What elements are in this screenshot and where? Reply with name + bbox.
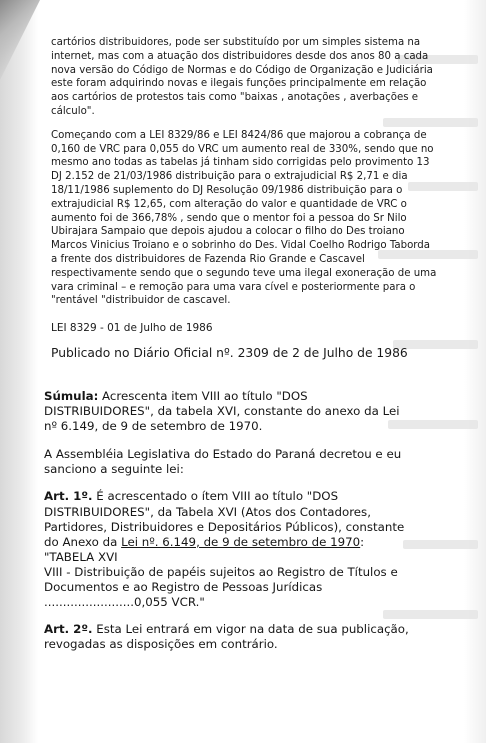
- law-date-line: LEI 8329 - 01 de Julho de 1986: [51, 322, 213, 335]
- article-1-text: É acrescentado o ítem VIII ao título "DOS DISTRIBUIDORES", da Tabela XVI (Atos dos Contadores, Partidores, Distribuidores e Depositários Públicos), constante do Anexo da: [44, 489, 405, 549]
- law-reference-link[interactable]: Lei nº. 6.149, de 9 de setembro de 1970: [121, 534, 361, 549]
- article-2-paragraph: [44, 622, 444, 652]
- sumula-label: Súmula:: [44, 388, 99, 403]
- sumula-text: Acrescenta item VIII ao título "DOS DISTRIBUIDORES", da tabela XVI, constante do anexo da Lei nº 6.149, de 9 de setembro de 1970.: [44, 388, 400, 434]
- publication-line: Publicado no Diário Oficial nº. 2309 de 2 de Julho de 1986: [51, 345, 408, 360]
- sumula-paragraph: [44, 389, 444, 434]
- article-1-table-text: : "TABELA XVI VIII - Distribuição de papéis sujeitos ao Registro de Títulos e Documentos e ao Registro de Pessoas Jurídicas ........................0,055 VCR.": [44, 534, 398, 610]
- enactment-paragraph: A Assembléia Legislativa do Estado do Paraná decretou e eu sanciono a seguinte lei:: [44, 447, 402, 477]
- intro-paragraph: cartórios distribuidores, pode ser substituído por um simples sistema na internet, mas com a atuação dos distribuidores desde dos anos 80 a cada nova versão do Código de Normas e do Código de Organização e Judiciária este foram adquirindo novas e ilegais funções principalmente em relação aos cartórios de protestos tais como "baixas , anotações , averbações e cálculo".: [51, 37, 433, 117]
- law-paragraph: Começando com a LEI 8329/86 e LEI 8424/86 que majorou a cobrança de 0,160 de VRC para 0,055 do VRC um aumento real de 330%, sendo que no mesmo ano todas as tabelas já tinham sido corrigidas pelo provimento 13 DJ 2.152 de 21/03/1986 distribuição para o extrajudicial R$ 2,71 e dia 18/11/1986 suplemento do DJ Resolução 09/1986 distribuição para o extrajudicial R$ 12,65, com alteração do valor e quantidade de VRC o aumento foi de 366,78% , sendo que o mentor foi a pessoa do Sr Nilo Ubirajara Sampaio que depois ajudou a colocar o filho do Des troiano Marcos Vinicius Troiano e o sobrinho do Des. Vidal Coelho Rodrigo Taborda a frente dos distribuidores de Fazenda Rio Grande e Cascavel respectivamente sendo que o segundo teve uma ilegal exoneração de uma vara criminal – e remoção para uma vara cível e posteriormente para o "rentável "distribuidor de cascavel.: [51, 129, 437, 307]
- scan-right-shadow: [464, 0, 486, 743]
- document-body: [44, 36, 444, 652]
- article-1-paragraph: [44, 489, 444, 610]
- article-1-label: Art. 1º.: [44, 489, 93, 504]
- scan-left-shadow: [0, 0, 38, 743]
- article-2-label: Art. 2º.: [44, 622, 93, 637]
- article-2-text: Esta Lei entrará em vigor na data de sua publicação, revogadas as disposições em contrário.: [44, 622, 409, 652]
